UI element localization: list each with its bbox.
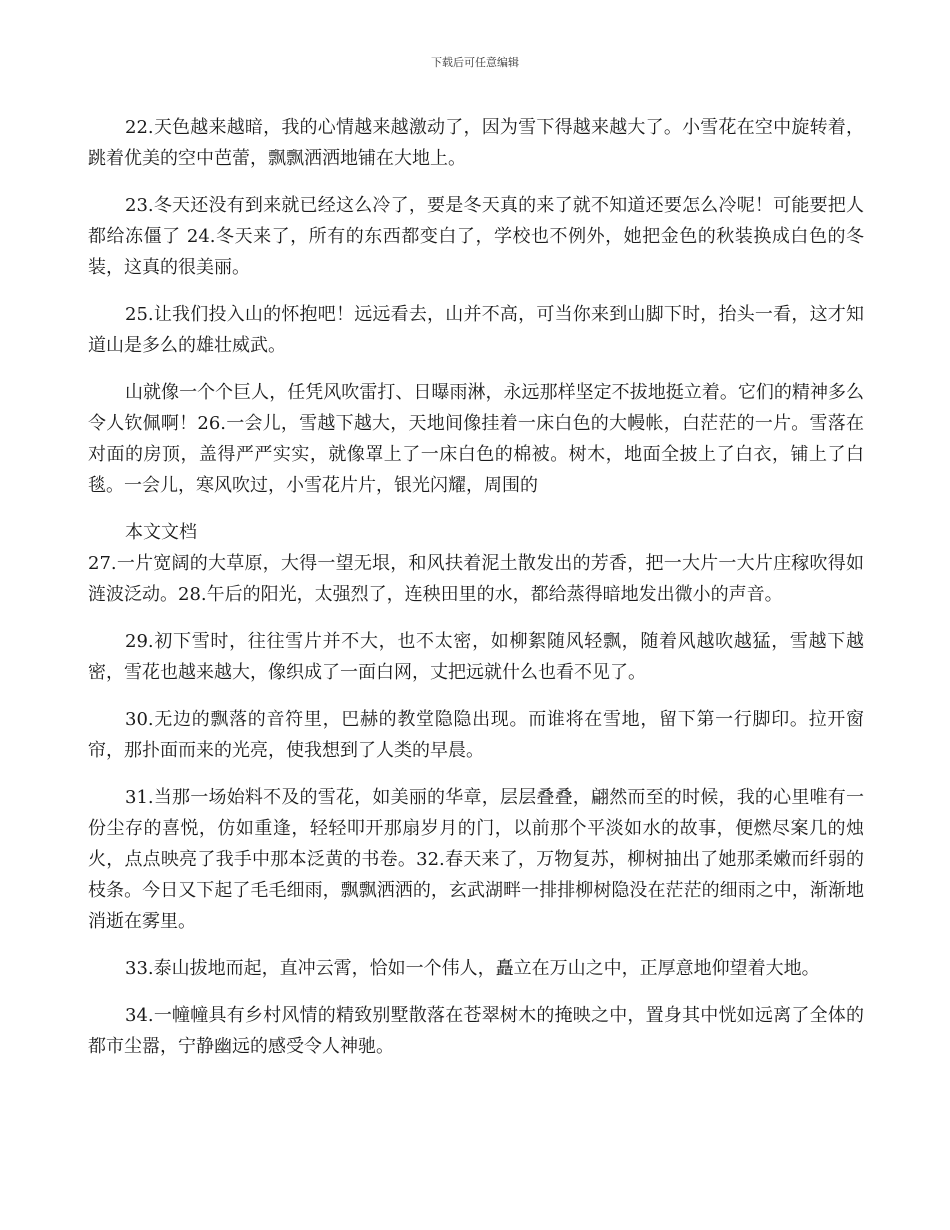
paragraph-27-28: 27.一片宽阔的大草原，大得一望无垠，和风扶着泥土散发出的芳香，把一大片一大片庄稼吹得如涟波泛动。28.午后的阳光，太强烈了，连秧田里的水，都给蒸得暗地发出微小的声音。 xyxy=(88,553,864,605)
document-label: 本文文档 xyxy=(125,522,197,543)
paragraph-23-24: 23.冬天还没有到来就已经这么冷了，要是冬天真的来了就不知道还要怎么冷呢！可能要把人都给冻僵了 24.冬天来了，所有的东西都变白了，学校也不例外，她把金色的秋装换成白色的冬装，这真的很美丽。 xyxy=(88,195,864,278)
paragraph-33: 33.泰山拔地而起，直冲云霄，恰如一个伟人，矗立在万山之中，正厚意地仰望着大地。 xyxy=(125,958,820,979)
page-header: 下载后可任意编辑 xyxy=(431,56,519,69)
paragraph-26: 山就像一个个巨人，任凭风吹雷打、日曝雨淋，永远那样坚定不拔地挺立着。它们的精神多么令人钦佩啊！26.一会儿，雪越下越大，天地间像挂着一床白色的大幔帐，白茫茫的一片。雪落在对面的房顶，盖得严严实实，就像罩上了一床白色的棉被。树木，地面全披上了白衣，铺上了白毯。一会儿，寒风吹过，小雪花片片，银光闪耀，周围的 xyxy=(88,382,864,496)
paragraph-34: 34.一幢幢具有乡村风情的精致别墅散落在苍翠树木的掩映之中，置身其中恍如远离了全体的都市尘嚣，宁静幽远的感受令人神驰。 xyxy=(88,1005,864,1057)
paragraph-25: 25.让我们投入山的怀抱吧！远远看去，山并不高，可当你来到山脚下时，抬头一看，这才知道山是多么的雄壮威武。 xyxy=(88,304,864,356)
paragraph-31-32: 31.当那一场始料不及的雪花，如美丽的华章，层层叠叠，翩然而至的时候，我的心里唯有一份尘存的喜悦，仿如重逢，轻轻叩开那扇岁月的门，以前那个平淡如水的故事，便燃尽案几的烛火，点点映亮了我手中那本泛黄的书卷。32.春天来了，万物复苏，柳树抽出了她那柔嫩而纤弱的枝条。今日又下起了毛毛细雨，飘飘洒洒的，玄武湖畔一排排柳树隐没在茫茫的细雨之中，渐渐地消逝在雾里。 xyxy=(88,787,864,932)
paragraph-22: 22.天色越来越暗，我的心情越来越激动了，因为雪下得越来越大了。小雪花在空中旋转着，跳着优美的空中芭蕾，飘飘洒洒地铺在大地上。 xyxy=(88,117,864,169)
paragraph-29: 29.初下雪时，往往雪片并不大，也不太密，如柳絮随风轻飘，随着风越吹越猛，雪越下越密，雪花也越来越大，像织成了一面白网，丈把远就什么也看不见了。 xyxy=(88,631,864,683)
document-body xyxy=(88,112,864,1078)
paragraph-30: 30.无边的飘落的音符里，巴赫的教堂隐隐出现。而谁将在雪地，留下第一行脚印。拉开窗帘，那扑面而来的光亮，使我想到了人类的早晨。 xyxy=(88,709,864,761)
